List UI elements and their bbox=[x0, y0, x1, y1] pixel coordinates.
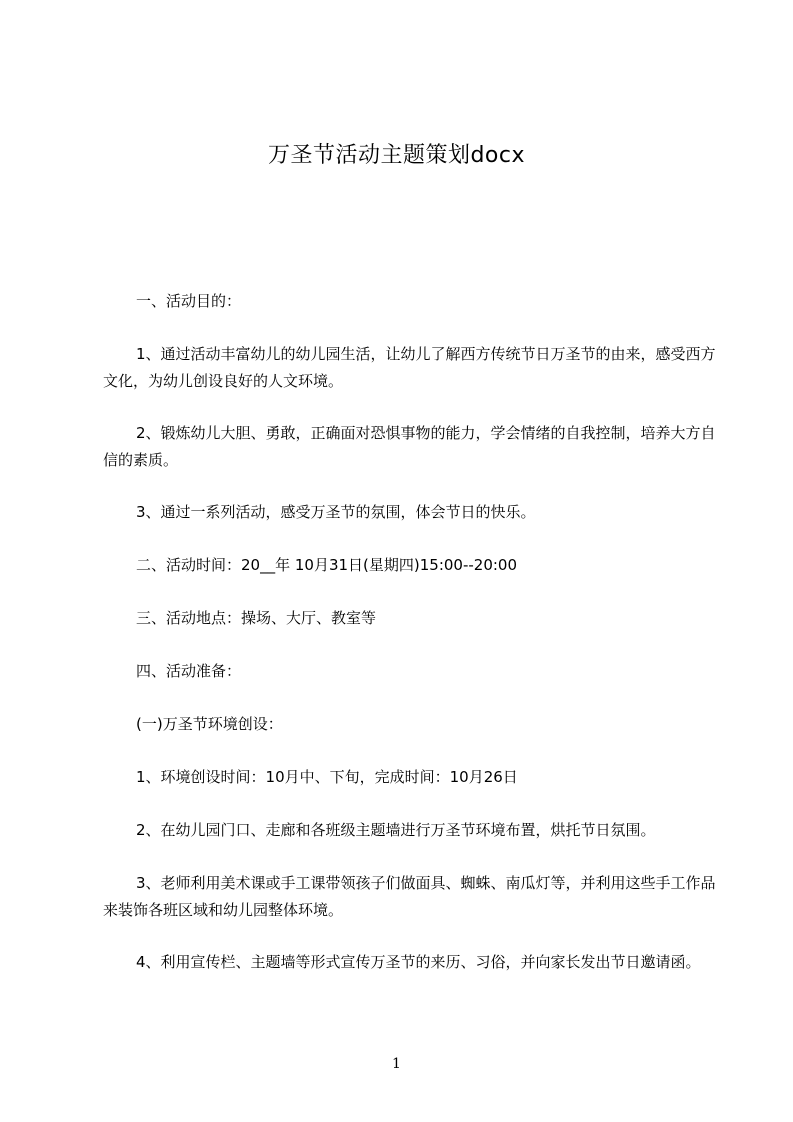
section-heading-location: 三、活动地点：操场、大厅、教室等 bbox=[136, 609, 377, 627]
document-body bbox=[103, 288, 717, 1001]
section-heading-time: 二、活动时间：20__年 10月31日(星期四)15:00--20:00 bbox=[136, 556, 518, 574]
section-heading-purpose: 一、活动目的： bbox=[136, 292, 242, 310]
purpose-item-1: 1、通过活动丰富幼儿的幼儿园生活，让幼儿了解西方传统节日万圣节的由来，感受西方文化，为幼儿创设良好的人文环境。 bbox=[103, 345, 716, 390]
page-number: 1 bbox=[392, 1056, 401, 1072]
environment-item-3: 3、老师利用美术课或手工课带领孩子们做面具、蜘蛛、南瓜灯等，并利用这些手工作品来装饰各班区域和幼儿园整体环境。 bbox=[103, 874, 716, 919]
purpose-item-3: 3、通过一系列活动，感受万圣节的氛围，体会节日的快乐。 bbox=[136, 503, 536, 521]
environment-item-1: 1、环境创设时间：10月中、下旬，完成时间：10月26日 bbox=[136, 768, 518, 786]
purpose-item-2: 2、锻炼幼儿大胆、勇敢，正确面对恐惧事物的能力，学会情绪的自我控制，培养大方自信的素质。 bbox=[103, 424, 716, 469]
document-title: 万圣节活动主题策划docx bbox=[267, 143, 526, 168]
subsection-heading-environment: (一)万圣节环境创设： bbox=[136, 715, 283, 733]
environment-item-4: 4、利用宣传栏、主题墙等形式宣传万圣节的来历、习俗，并向家长发出节日邀请函。 bbox=[136, 953, 701, 971]
section-heading-preparation: 四、活动准备： bbox=[136, 662, 242, 680]
environment-item-2: 2、在幼儿园门口、走廊和各班级主题墙进行万圣节环境布置，烘托节日氛围。 bbox=[136, 821, 656, 839]
